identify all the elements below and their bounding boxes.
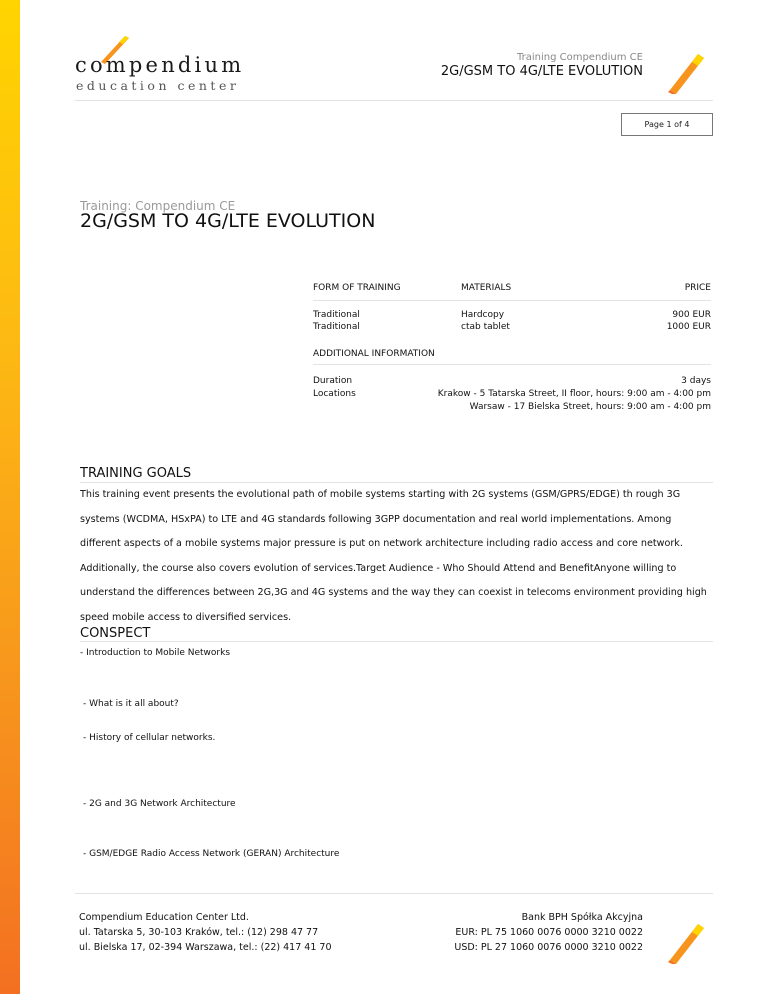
header-divider <box>75 100 713 101</box>
col-header-price: PRICE <box>684 283 711 293</box>
footer-usd-account: USD: PL 27 1060 0076 0000 3210 0022 <box>454 942 643 953</box>
materials-cell: Hardcopy <box>461 310 505 320</box>
list-item: - 2G and 3G Network Architecture <box>83 799 236 809</box>
footer-address-warsaw: ul. Bielska 17, 02-394 Warszawa, tel.: (22) 417 41 70 <box>79 942 332 953</box>
training-goals-heading: TRAINING GOALS <box>80 466 192 481</box>
conspect-divider <box>80 641 713 642</box>
location-warsaw: Warsaw - 17 Bielska Street, hours: 9:00 am - 4:00 pm <box>469 402 711 412</box>
training-title: 2G/GSM TO 4G/LTE EVOLUTION <box>80 210 376 232</box>
list-item: - GSM/EDGE Radio Access Network (GERAN) Architecture <box>83 849 340 859</box>
footer-pen-stroke-icon <box>660 910 712 966</box>
form-cell: Traditional <box>313 322 360 332</box>
materials-cell: ctab tablet <box>461 322 510 332</box>
conspect-heading: CONSPECT <box>80 626 151 641</box>
header-subtitle: Training Compendium CE <box>516 52 643 63</box>
additional-info-divider <box>313 364 711 365</box>
location-krakow: Krakow - 5 Tatarska Street, II floor, hours: 9:00 am - 4:00 pm <box>437 389 711 399</box>
price-cell: 1000 EUR <box>666 322 711 332</box>
orange-sidebar-stripe <box>0 0 20 994</box>
training-goals-text: This training event presents the evolutional path of mobile systems starting with 2G systems (GSM/GPRS/EDGE) th rough 3G systems (WCDMA, HSxPA) to LTE and 4G standards following 3GPP documentation and real world implementations. Among different aspects of a mobile systems major pressure is put on network architecture including radio access and core network. Additionally, the course also covers evolution of services.Target Audience - Who Should Attend and BenefitAnyone willing to understand the differences between 2G,3G and 4G systems and the way they can coexist in telecoms environment providing high speed mobile access to diversified services. <box>80 489 707 623</box>
footer-eur-account: EUR: PL 75 1060 0076 0000 3210 0022 <box>455 927 643 938</box>
duration-value: 3 days <box>681 376 711 386</box>
duration-label: Duration <box>313 376 353 386</box>
logo-tagline: education center <box>76 78 240 93</box>
list-item: - History of cellular networks. <box>83 733 216 743</box>
footer-company-name: Compendium Education Center Ltd. <box>79 912 249 923</box>
logo-wordmark: compendium <box>75 53 245 77</box>
footer-bank-info <box>454 910 643 955</box>
list-item: - Introduction to Mobile Networks <box>80 648 231 658</box>
header-title-block <box>441 52 643 79</box>
page-indicator: Page 1 of 4 <box>621 113 713 136</box>
footer-divider <box>75 893 713 894</box>
additional-info-label: ADDITIONAL INFORMATION <box>313 349 435 359</box>
price-cell: 900 EUR <box>672 310 711 320</box>
col-header-materials: MATERIALS <box>461 283 512 293</box>
form-cell: Traditional <box>313 310 360 320</box>
col-header-form: FORM OF TRAINING <box>313 283 401 293</box>
header-title: 2G/GSM TO 4G/LTE EVOLUTION <box>440 64 643 79</box>
footer-bank-name: Bank BPH Spółka Akcyjna <box>521 912 643 923</box>
footer-company-info <box>79 910 331 955</box>
training-subtitle: Training: Compendium CE <box>80 199 236 213</box>
list-item: - What is it all about? <box>83 699 179 709</box>
header-pen-stroke-icon <box>660 40 712 96</box>
footer-address-krakow: ul. Tatarska 5, 30-103 Kraków, tel.: (12) 298 47 77 <box>79 927 319 938</box>
locations-label: Locations <box>313 389 356 399</box>
table-header-divider <box>313 300 711 301</box>
company-logo <box>75 38 245 98</box>
